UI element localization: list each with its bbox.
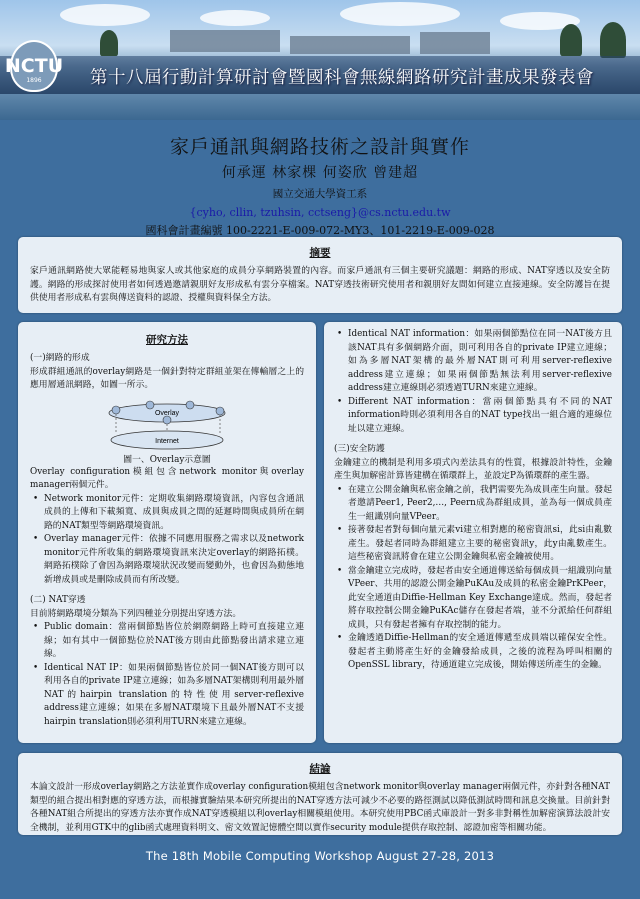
university-seal-icon bbox=[4, 40, 64, 92]
footer: The 18th Mobile Computing Workshop August 27-28, 2013 bbox=[145, 849, 495, 863]
section-heading: (三)安全防護 bbox=[334, 444, 385, 454]
affiliation: 國立交通大學資工系 bbox=[272, 188, 368, 200]
bullet-list bbox=[334, 484, 612, 673]
list-item: • 金鑰透過Diffie-Hellman的安全通道傳遞至成員端以確保安全性。發起者主動將產生好的金鑰發給成員，之後的流程為呼叫相關的OpenSSL library，待通道建立完成後，開始傳送所產生的金鑰。 bbox=[334, 632, 612, 673]
list-item: • Identical NAT information：如果兩個節點位在同一NAT後方且該NAT具有多個網路介面，則可利用各自的private IP建立連線；如為多層NAT架構的最外層NAT則可利用server-reflexive address建立連線；如果兩個節點無法利用server-reflexive address建立連線則必須透過TURN來建立連線。 bbox=[334, 328, 612, 396]
abstract-panel bbox=[18, 237, 622, 313]
authors: 何承運 林家棵 何姿欣 曾建超 bbox=[221, 165, 419, 181]
abstract-title: 摘要 bbox=[309, 247, 331, 259]
list-item: • Different NAT information：當兩個節點具有不同的NAT information時則必須利用各自的NAT type找出一組合適的連線位址以建立連線。 bbox=[334, 396, 612, 437]
building bbox=[420, 32, 490, 54]
list-item: • Identical NAT IP：如果兩個節點皆位於同一個NAT後方則可以利用各自的private IP建立連線；如為多層NAT架構則利用最外層NAT的hairpin translation的特性使用server-reflexive address建立連線；如果在多層NAT環境下且最外層NAT不支援hairpin translation則必須利用TURN來建立連線。 bbox=[30, 662, 304, 730]
conclusion-title: 結論 bbox=[309, 763, 331, 775]
bullet-list bbox=[30, 493, 304, 588]
list-item: • 接著發起者對每個向量元素vi建立相對應的秘密資訊si，此si由亂數產生。發起者同時為群組建立主要的秘密資訊y，此y由亂數產生。這些秘密資訊將會在建立公開金鑰與私密金鑰被使用。 bbox=[334, 524, 612, 565]
paragraph: 形成群組通訊的overlay網路是一個針對特定群組並架在傳輸層之上的應用層通訊網路，如圖一所示。 bbox=[30, 366, 304, 390]
list-item: • 在建立公開金鑰與私密金鑰之前，我們需要先為成員產生向量。發起者邀請Peer1, Peer2,…, Peern成為群組成員，並為每一個成員產生一組識別向量VPeer。 bbox=[334, 484, 612, 525]
overlay-node bbox=[146, 401, 154, 409]
bullet-list bbox=[30, 621, 304, 729]
methods-title: 研究方法 bbox=[146, 334, 188, 346]
conclusion-panel bbox=[18, 753, 622, 835]
paragraph: 目前將網路環境分類為下列四種並分別提出穿透方法。 bbox=[30, 608, 242, 619]
methods-panel-continued bbox=[324, 322, 622, 743]
section-heading: (一)網路的形成 bbox=[30, 353, 90, 363]
list-item: • Network monitor元件：定期收集網路環境資訊，內容包含通訊成員的上傳和下載頻寬、成員與成員之間的延遲時間與成員所在網路的NAT類型等網路環境資訊。 bbox=[30, 493, 304, 534]
section-heading: (二) NAT穿透 bbox=[30, 595, 86, 605]
paper-title: 家戶通訊與網路技術之設計與實作 bbox=[169, 136, 470, 158]
methods-panel bbox=[18, 322, 316, 743]
overlay-node bbox=[112, 406, 120, 414]
tree bbox=[560, 24, 582, 56]
bullet-list bbox=[334, 328, 612, 436]
overlay-figure bbox=[30, 396, 304, 454]
building bbox=[290, 36, 410, 54]
abstract-text: 家戶通訊網路使大眾能輕易地與家人或其他家庭的成員分享網路裝置的內容。而家戶通訊有三個主要研究議題：網路的形成、NAT穿透以及安全防護。網路的形成探討使用者如何透過邀請親朋好友形成私有雲分享檔案。NAT穿透技術研究使用者和親朋好友間如何建立直接連線。安全防護旨在提供使用者形成私有雲與傳送資料的認證、授權與資料保全方法。 bbox=[30, 266, 610, 303]
overlay-label: Overlay bbox=[154, 409, 180, 417]
banner bbox=[0, 0, 640, 120]
paragraph: 金鑰建立的機制是利用多項式內差法具有的性質，根據設計特性，金鑰產生與加解密計算皆建構在循環群上，並設定P為循環群的產生器。 bbox=[334, 457, 612, 481]
internet-label: Internet bbox=[155, 437, 179, 445]
banner-title: 第十八屆行動計算研討會暨國科會無線網路研究計畫成果發表會 bbox=[90, 68, 594, 88]
tree bbox=[100, 30, 118, 56]
list-item: • 當金鑰建立完成時，發起者由安全通道傳送給每個成員一組識別向量VPeer、共用的認證公開金鑰PuKAu及成員的私密金鑰PrKPeer，此安全通道由Diffie-Hellman Key Exchange達成。然而，發起者將存取控制公開金鑰PuKAc儲存在發起者端，並不分派給任何群組成員，只有發起者擁有存取控制的能力。 bbox=[334, 565, 612, 633]
cloud bbox=[60, 4, 150, 26]
conclusion-text: 本論文設計一形成overlay網路之方法並實作成overlay configuration模組包含network monitor與overlay manager兩個元件，亦針對各種NAT類型的組合提出相對應的穿透方法，而根據實驗結果本研究所提出的NAT穿透方法可減少不必要的路徑測試以降低測試時間和訊息交換量。目前針對各種NAT組合所提出的穿透方法亦實作成NAT穿透模組以利overlay相關模組使用。本研究使用PBC函式庫設計一對多非對稱性加解密演算法設計安全機制，並利用GTK中的glib函式處理資料明文、密文效置記憶體空間以實作security module提供存取控制、認證加密等相關功能。 bbox=[30, 782, 610, 833]
email-link[interactable]: {cyho, cllin, tzuhsin, cctseng}@cs.nctu.edu.tw bbox=[189, 206, 451, 219]
paper-header bbox=[18, 124, 622, 236]
figure-caption: 圖一、Overlay示意圖 bbox=[123, 454, 211, 465]
tree bbox=[600, 22, 626, 58]
paragraph: Overlay configuration模組包含network monitor與overlay manager兩個元件。 bbox=[30, 466, 304, 490]
grant-number: 國科會計畫編號 100-2221-E-009-072-MY3、101-2219-E-009-028 bbox=[145, 224, 495, 237]
overlay-node bbox=[163, 416, 171, 424]
overlay-node bbox=[216, 407, 224, 415]
list-item: • Overlay manager元件：依據不同應用服務之需求以及network monitor元件所收集的網路環境資訊來決定overlay的網路拓樸。網路拓樸除了會因為網路環境狀況改變而變動外，也會因為動態地新增成員或是刪除成員而有所改變。 bbox=[30, 533, 304, 587]
building bbox=[170, 30, 280, 52]
list-item: • Public domain：當兩個節點皆位於網際網路上時可直接建立連線；如有其中一個節點位於NAT後方則由此節點發出請求建立連線。 bbox=[30, 621, 304, 662]
overlay-node bbox=[186, 401, 194, 409]
logo-text: NCTU bbox=[4, 55, 64, 77]
cloud bbox=[200, 10, 270, 26]
logo-year: 1896 bbox=[26, 77, 42, 84]
cloud bbox=[340, 2, 460, 26]
